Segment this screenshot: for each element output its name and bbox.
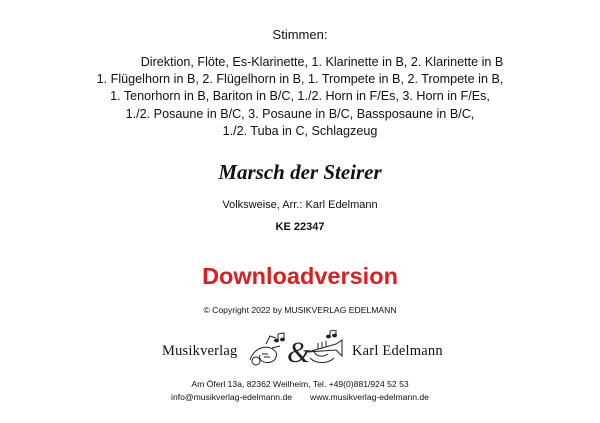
publisher-logo-row xyxy=(0,330,600,372)
website-address: www.musikverlag-edelmann.de xyxy=(310,392,429,402)
email-address: info@musikverlag-edelmann.de xyxy=(171,392,293,402)
parts-line: 1. Flügelhorn in B, 2. Flügelhorn in B, 1. Trompete in B, 2. Trompete in B, xyxy=(96,72,504,87)
copyright-notice: © Copyright 2022 by MUSIKVERLAG EDELMANN xyxy=(203,305,397,315)
parts-list xyxy=(0,54,600,140)
catalog-number: KE 22347 xyxy=(275,221,325,233)
publisher-word-musikverlag: Musikverlag xyxy=(162,343,238,359)
parts-line: 1. Tenorhorn in B, Bariton in B/C, 1./2. Horn in F/Es, 3. Horn in F/Es, xyxy=(110,89,490,104)
piece-title: Marsch der Steirer xyxy=(218,160,382,184)
download-version-label: Downloadversion xyxy=(202,263,398,289)
parts-line: 1./2. Posaune in B/C, 3. Posaune in B/C, Bassposaune in B/C, xyxy=(125,106,475,121)
publisher-address: Am Öferl 13a, 82362 Weilheim, Tel. +49(0)881/924 52 53 xyxy=(191,379,409,389)
parts-line: 1./2. Tuba in C, Schlagzeug xyxy=(222,123,378,138)
composer-arranger-credits: Volksweise, Arr.: Karl Edelmann xyxy=(222,199,378,211)
publisher-word-karl-edelmann: Karl Edelmann xyxy=(352,343,443,359)
publisher-contact xyxy=(0,392,600,402)
svg-text:&: & xyxy=(287,336,311,369)
parts-line: Direktion, Flöte, Es-Klarinette, 1. Klarinette in B, 2. Klarinette in B xyxy=(140,55,504,69)
publisher-logo-icon xyxy=(244,330,348,372)
stimmen-heading: Stimmen: xyxy=(272,27,328,42)
